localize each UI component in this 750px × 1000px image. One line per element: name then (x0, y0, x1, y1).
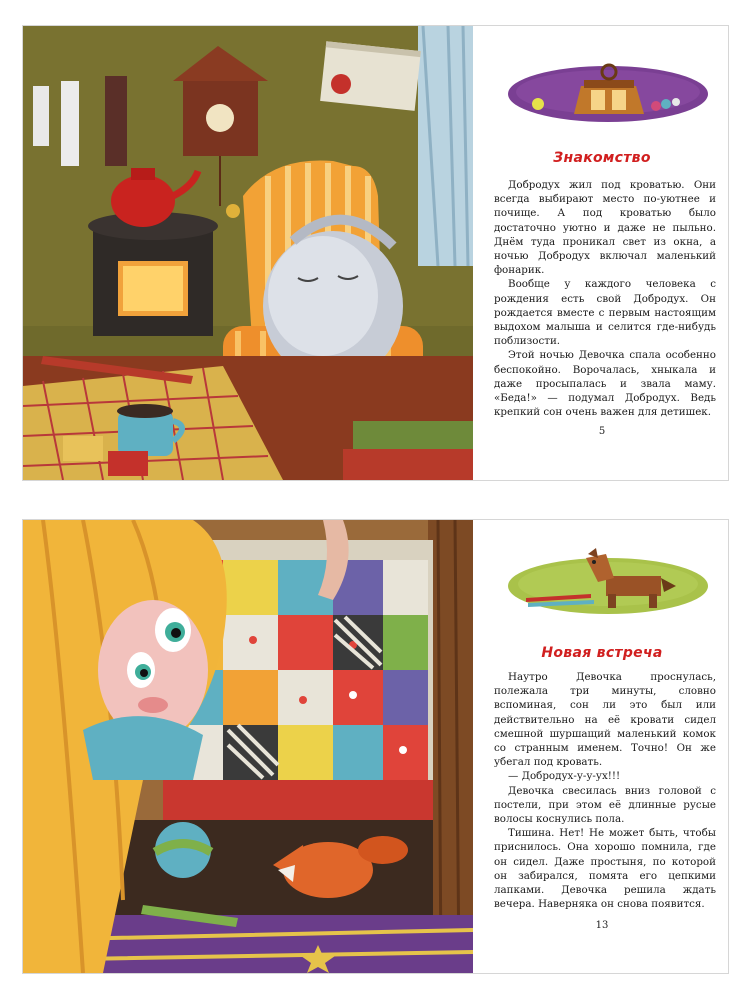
paragraph: Наутро Девочка проснулась, полежала три минуты, словно вспоминая, сон ли это был или действительно на её кровати сидел смешной шуршащий маленький комок со странным именем. Точно! Он же убегал под кровать. (494, 671, 716, 769)
chapter-text (494, 670, 716, 911)
vignette-toy-horse (506, 546, 711, 616)
chapter-title: Новая встреча (541, 645, 663, 661)
paragraph: Тишина. Нет! Не может быть, чтобы приснилось. Она хорошо помнила, где он сидел. Даже простыня, по которой он забирался, помята его цепкими лапками. Девочка решила ждать вечера. Наверняка он снова появится. (494, 827, 716, 911)
paragraph: — Добродух-у-у-ух!!! (508, 770, 621, 783)
illustration-sleeping-dobrodukh (23, 26, 473, 480)
chapter-title: Знакомство (553, 150, 651, 166)
book-spread-page-5 (22, 25, 729, 481)
text-column (486, 520, 718, 973)
vignette-lantern (506, 56, 711, 126)
page-number: 5 (598, 426, 606, 437)
paragraph: Добродух жил под кроватью. Они всегда выбирают место по-уютнее и почище. А под кроватью было достаточно уютно и даже не пыльно. Днём туда проникал свет из окна, а ночью Добродух включал маленький фонарик. (494, 179, 716, 277)
chapter-text (494, 178, 716, 419)
text-column (486, 26, 718, 480)
book-spread-page-13 (22, 519, 729, 974)
paragraph: Этой ночью Девочка спала особенно беспокойно. Ворочалась, хныкала и даже просыпалась и звала маму. «Беда!» — подумал Добродух. Ведь крепкий сон очень важен для детишек. (494, 349, 716, 419)
page-number: 13 (595, 920, 609, 931)
illustration-girl-under-quilt (23, 520, 473, 973)
paragraph: Девочка свесилась вниз головой с постели, при этом её длинные русые волосы коснулись пола. (494, 784, 716, 826)
paragraph: Вообще у каждого человека с рождения есть свой Добродух. Он рождается вместе с первым настоящим выдохом малыша и селится где-нибудь поблизости. (494, 278, 716, 348)
